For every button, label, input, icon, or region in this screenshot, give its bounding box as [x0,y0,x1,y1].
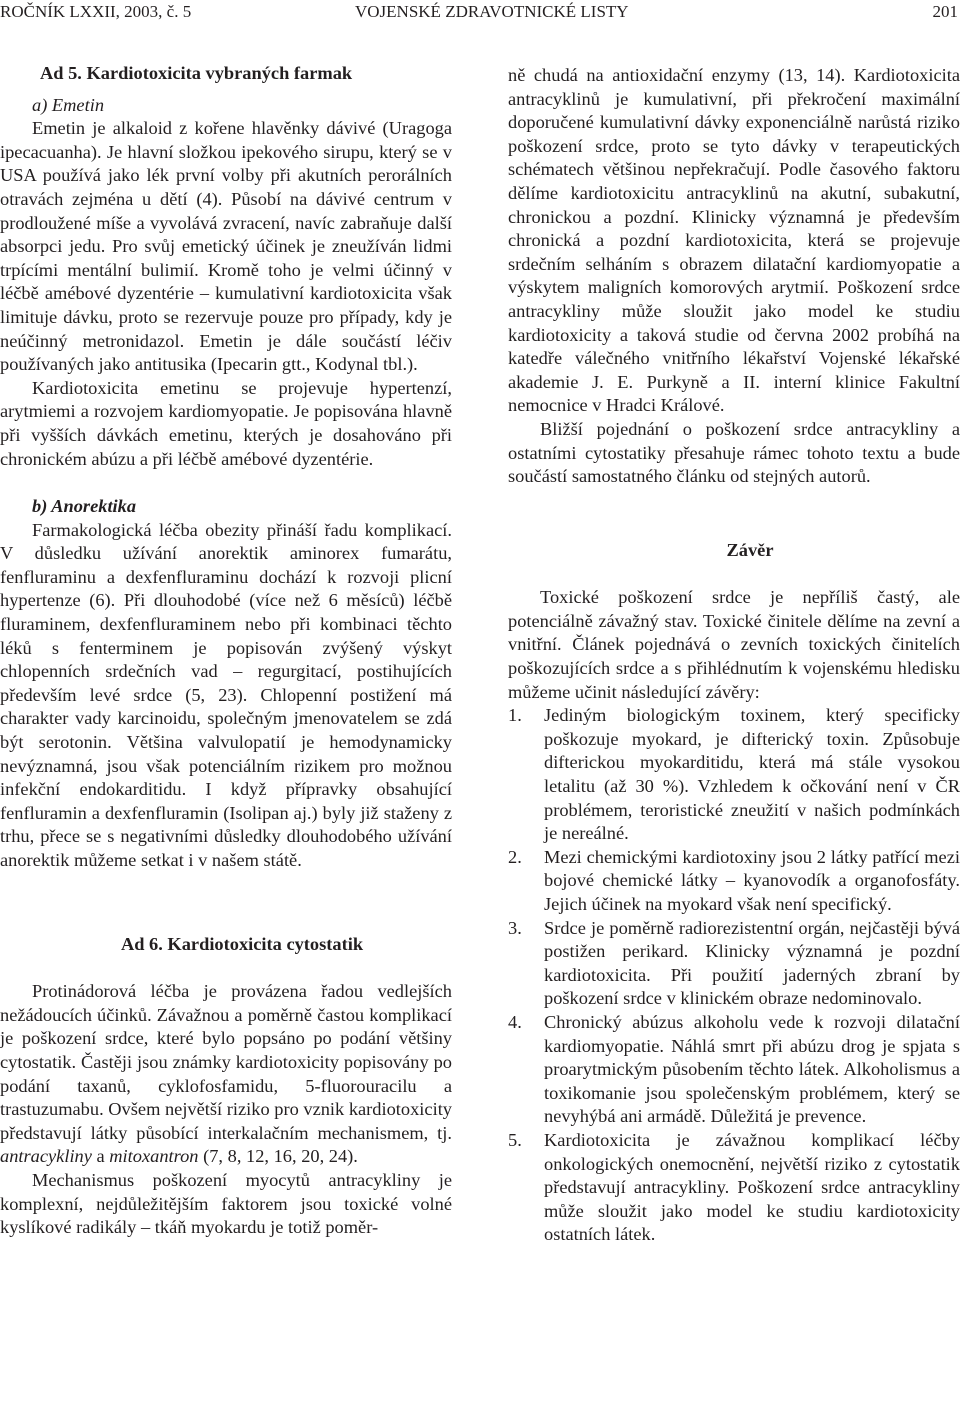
running-header [0,0,960,24]
paragraph: Kardiotoxicita emetinu se projevuje hypertenzí, arytmiemi a rozvojem kardiomyopatie. Je popisována hlavně při vyšších dávkách emetinu, kterých je dosahováno při chronickém abúzu a při léčbě amébové dyzentérie. [0,377,452,469]
section-title-zaver: Závěr [726,539,774,560]
list-item: 4. Chronický abúzus alkoholu vede k rozvoji dilatační kardiomyopatie. Náhlá smrt při abúzu drog je spjata s proarytmickým působením těchto látek. Alkoholismus a toxikomanie jsou společenským problémem, který se nevyhýbá ani armádě. Důležitá je prevence. [508,1011,960,1127]
paragraph: Bližší pojednání o poškození srdce antracykliny a ostatními cytostatiky přesahuje rámec tohoto textu a bude součástí samostatného článku od stejných autorů. [508,418,960,487]
journal-title: VOJENSKÉ ZDRAVOTNICKÉ LISTY [355,2,629,21]
subheading-anorektika: b) Anorektika [32,496,137,517]
section-title-ad6: Ad 6. Kardiotoxicita cytostatik [120,933,364,954]
paragraph: ně chudá na antioxidační enzymy (13, 14). Kardiotoxicita antracyklinů je kumulativní, při překročení maximální doporučené kumulativní dávky exponenciálně narůstá riziko poškození srdce, proto se tyto dávky v terapeutických schématech většinou nepřekračují. Podle časového faktoru dělíme kardiotoxicitu antracyklinů na akutní, subakutní, chronickou a pozdní. Klinicky významná je především chronická a pozdní kardiotoxicita, která se projevuje srdečním selháním s obrazem dilatační kardiomyopatie a výskytem maligních komorových arytmií. Poškození srdce antracykliny může sloužit jako model ke studiu kardiotoxicity a taková studie od června 2002 probíhá na katedře válečného vnitřního lékařství Vojenské lékařské akademie J. E. Purkyně a II. interní klinice Fakultní nemocnice v Hradci Králové. [508,65,960,416]
conclusions-list [508,704,960,1247]
page-number: 201 [932,2,958,21]
list-item: 3. Srdce je poměrně radiorezistentní orgán, nejčastěji bývá postižen perikard. Klinicky významná je pozdní kardiotoxicita. Při použití jaderných zbraní by poškození srdce v klinickém obraze nedominovalo. [508,917,960,1009]
right-column [508,64,960,1247]
list-item: 2. Mezi chemickými kardiotoxiny jsou 2 látky patřící mezi bojové chemické látky – kyanovodík a organofosfáty. Jejich účinek na myokard však není specifický. [508,846,960,914]
journal-volume: ROČNÍK LXXII, 2003, č. 5 [0,2,192,21]
list-item: 1. Jediným biologickým toxinem, který specificky poškozuje myokard, je difterický toxin. Způsobuje difterickou myokarditidu, která má stále vysokou letalitu (až 30 %). Vzhledem k očkování není v ČR problémem, teroristické zneužití v našich podmínkách je nereálné. [508,705,960,844]
paragraph: Toxické poškození srdce je nepříliš častý, ale potenciálně závažný stav. Toxické činitele dělíme na zevní a vnitřní. Článek pojednává o zevních toxických činitelích poškozujících srdce a s přihlédnutím k vojenskému hledisku můžeme učinit následující závěry: [508,587,960,702]
paragraph: Farmakologická léčba obezity přináší řadu komplikací. V důsledku užívání anorektik aminorex fumarátu, fenfluraminu a dexfenfluraminu dochází k rozvoji plicní hypertenze (6). Při dlouhodobé (více než 6 měsíců) léčbě fluraminem, dexfenfluraminem nebo při kombinaci těchto léků s fenterminem je popisován zvýšený výskyt chlopenních srdečních vad – regurgitací, postihujících především levé srdce (5, 23). Chlopenní postižení má charakter vady karcinoidu, společným jmenovatelem se zdá být serotonin. Většina valvulopatií je hemodynamicky nevýznamná, jsou však potenciálním rizikem pro možnou infekční endokarditidu. I když přípravky obsahující fenfluramin a dexfenfluramin (Isolipan aj.) byly již staženy z trhu, přece se s negativními důsledky dlouhodobého užívání anorektik můžeme setkat i v našem státě. [0,519,452,870]
list-item: 5. Kardiotoxicita je závažnou komplikací léčby onkologických onemocnění, největší riziko z cytostatik představují antracykliny. Poškození srdce antracykliny může sloužit jako model ke studiu kardiotoxicity ostatních látek. [508,1129,960,1245]
left-column [0,62,452,1240]
paragraph: Mechanismus poškození myocytů antracykliny je komplexní, nejdůležitějším faktorem jsou toxické volné kyslíkové radikály – tkáň myokardu je totiž poměr- [0,1169,452,1238]
section-title-ad5: Ad 5. Kardiotoxicita vybraných farmak [40,63,353,83]
paragraph: Protinádorová léčba je provázena řadou vedlejších nežádoucích účinků. Závažnou a poměrně častou komplikací je poškození srdce, které bylo popsáno po podání většiny cytostatik. Častěji jsou známky kardiotoxicity popisovány po podání taxanů, cyklofosfamidu, 5-fluorouracilu a trastuzumabu. Ovšem největší riziko pro vznik kardiotoxicity představují látky působící interkalačním mechanismem, tj. antracykliny a mitoxantron (7, 8, 12, 16, 20, 24). [0,981,452,1167]
paragraph: Emetin je alkaloid z kořene hlavěnky dávivé (Uragoga ipecacuanha). Je hlavní složkou ipekového sirupu, který se v USA používá jako lék první volby při akutních perorálních otravách zejména u dětí (4). Působí na dávivé centrum v prodloužené míše a vyvolává zvracení, navíc zabraňuje další absorpci jedu. Pro svůj emetický účinek je zneužíván lidmi trpícími mentální bulimií. Kromě toho je velmi účinný v léčbě amébové dyzentérie – kumulativní kardiotoxicita však limituje dávku, proto se rezervuje pouze pro případy, kdy je neúčinný metronidazol. Emetin je dále součástí léčiv používaných jako antitusika (Ipecarin gtt., Kodynal tbl.). [0,118,452,375]
subheading-emetin: a) Emetin [32,94,105,115]
